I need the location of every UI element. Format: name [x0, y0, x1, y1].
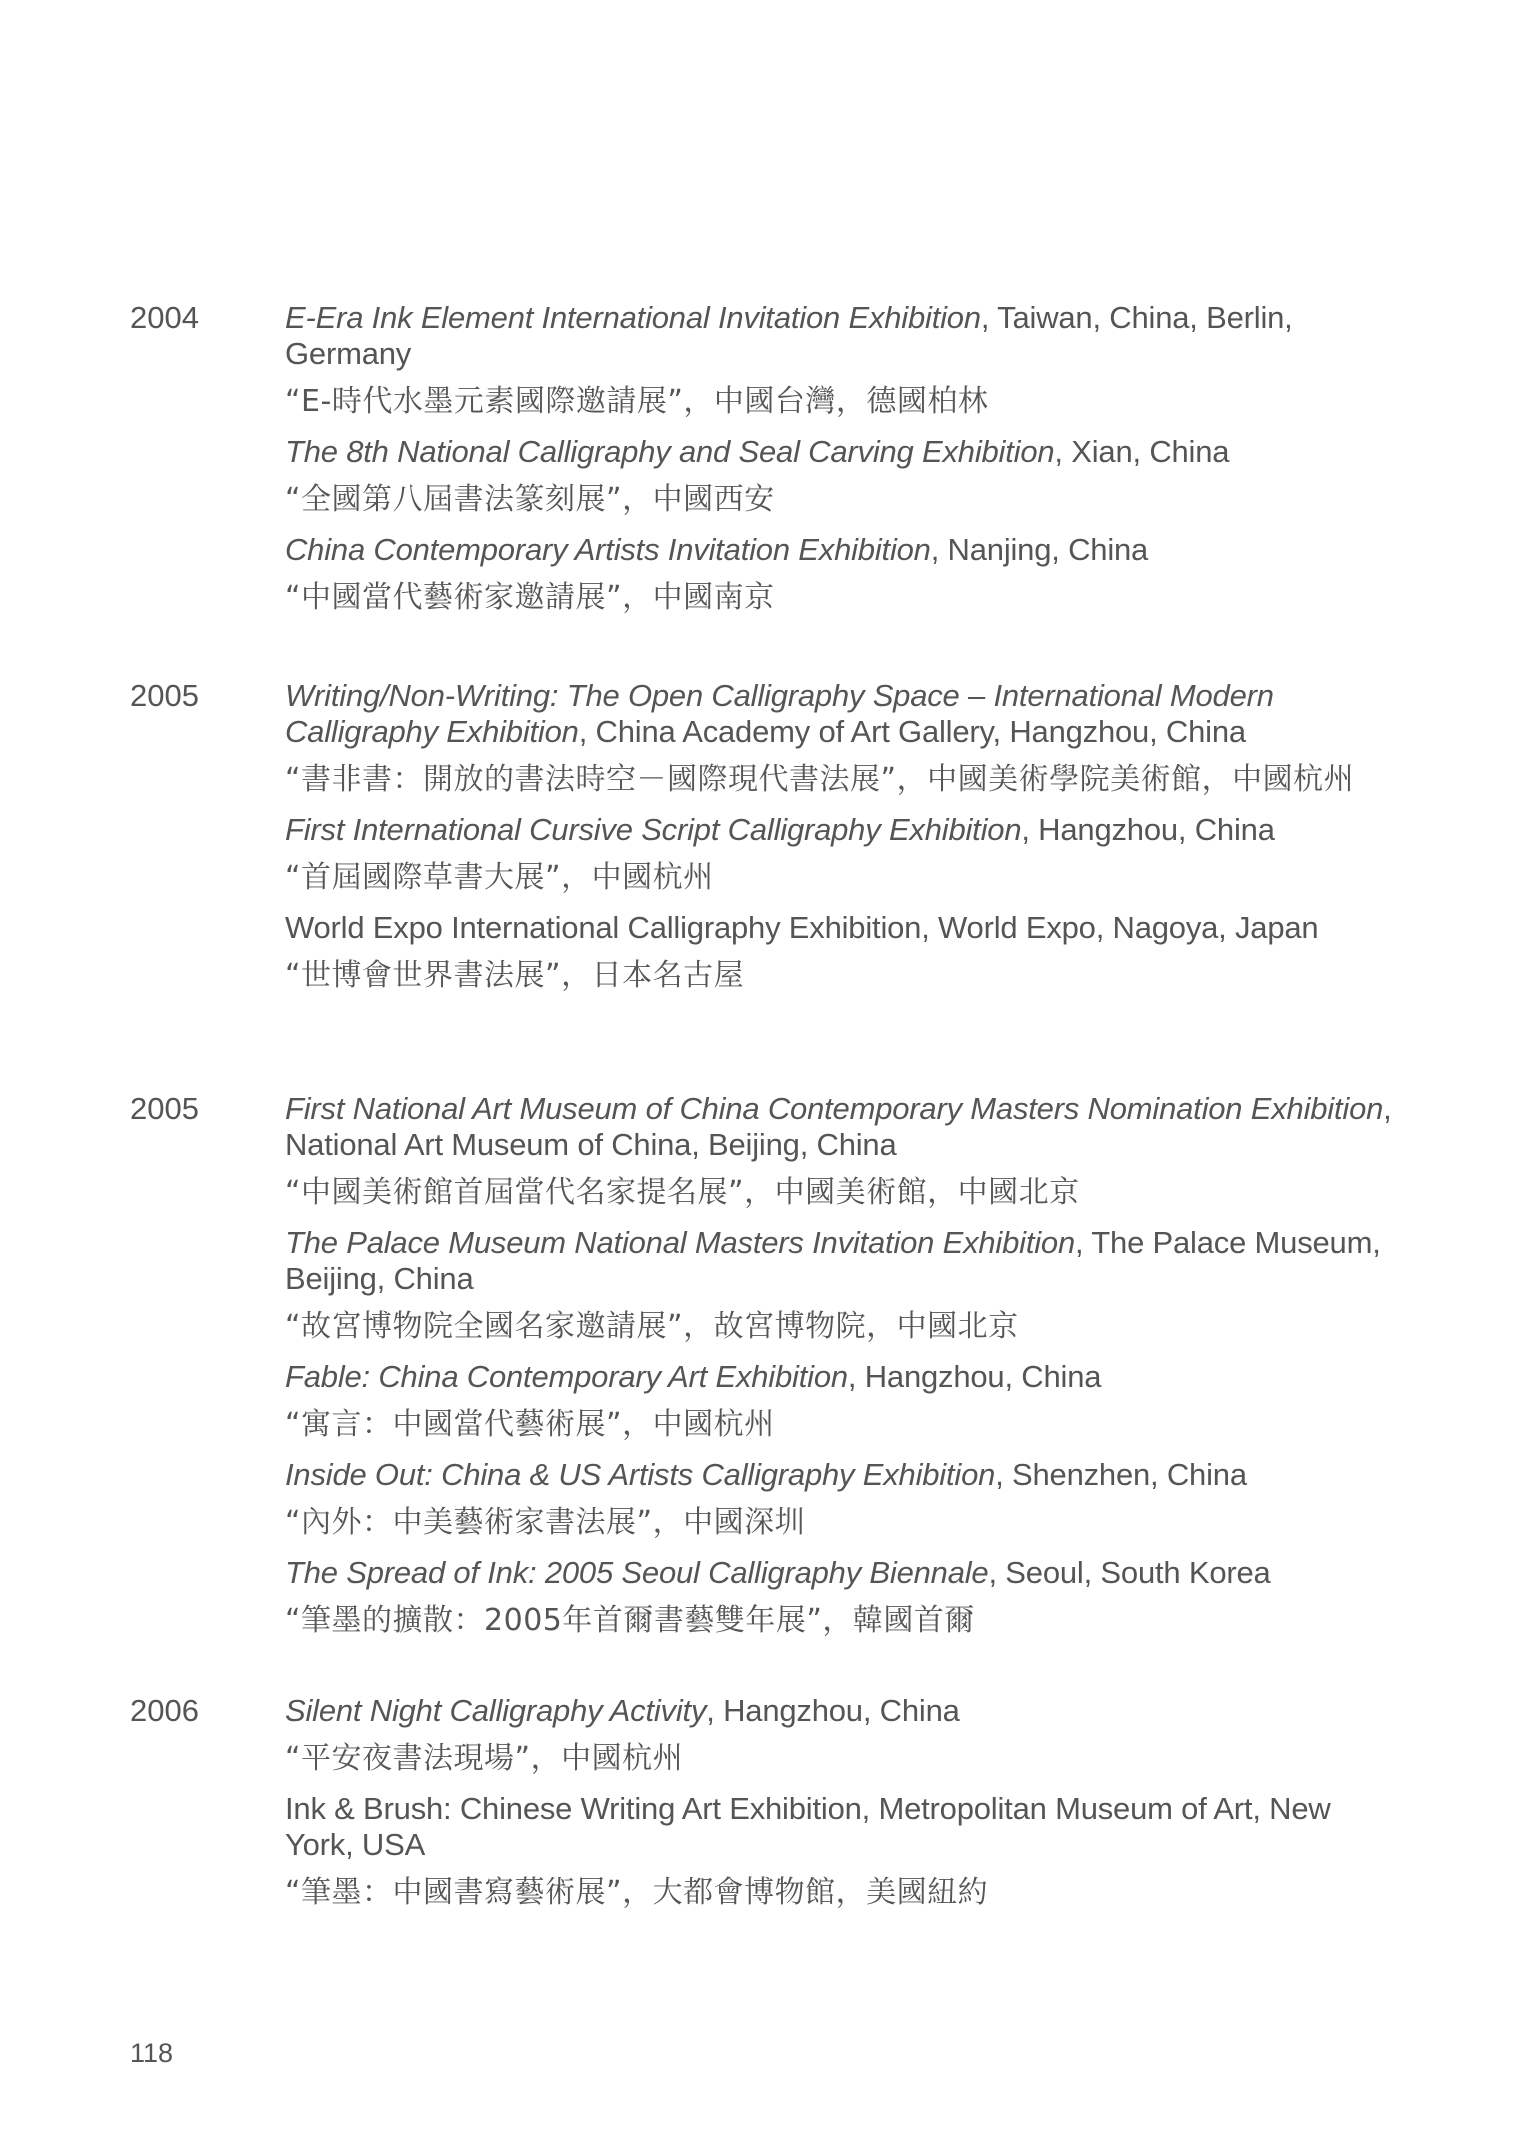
exhibition-entry: [285, 812, 1395, 848]
exhibition-venue: , Seoul, South Korea: [988, 1555, 1271, 1590]
exhibition-venue: , Taiwan, China, Berlin, Germany: [285, 300, 1293, 371]
exhibition-chinese: “筆墨的擴散：2005年首爾書藝雙年展”，韓國首爾: [285, 1603, 975, 1638]
exhibition-venue: World Expo International Calligraphy Exhibition, World Expo, Nagoya, Japan: [285, 910, 1319, 945]
exhibition-list: [285, 300, 1395, 630]
exhibition-entry: [285, 678, 1395, 750]
exhibition-chinese: “書非書：開放的書法時空－國際現代書法展”，中國美術學院美術館，中國杭州: [285, 762, 1355, 797]
exhibition-entry: [285, 1457, 1395, 1493]
exhibition-venue: , Hangzhou, China: [1021, 812, 1275, 847]
exhibition-chinese: “E-時代水墨元素國際邀請展”，中國台灣，德國柏林: [285, 384, 989, 419]
exhibition-entry: [285, 532, 1395, 568]
year-label: 2004: [130, 300, 199, 335]
exhibition-venue: , National Art Museum of China, Beijing, China: [285, 1091, 1392, 1162]
exhibition-title: First National Art Museum of China Contemporary Masters Nomination Exhibition: [285, 1091, 1384, 1126]
exhibition-venue: , The Palace Museum, Beijing, China: [285, 1225, 1381, 1296]
exhibition-entry: [285, 1225, 1395, 1297]
exhibition-entry: [285, 910, 1395, 946]
exhibition-venue: Ink & Brush: Chinese Writing Art Exhibition, Metropolitan Museum of Art, New York, USA: [285, 1791, 1331, 1862]
exhibition-entry: [285, 1091, 1395, 1163]
exhibition-list: [285, 1091, 1395, 1653]
exhibition-chinese: “中國當代藝術家邀請展”，中國南京: [285, 580, 775, 615]
exhibition-title: Fable: China Contemporary Art Exhibition: [285, 1359, 848, 1394]
page-number: 118: [130, 2038, 174, 2068]
exhibition-chinese: “寓言：中國當代藝術展”，中國杭州: [285, 1407, 775, 1442]
exhibition-venue: , Xian, China: [1054, 434, 1230, 469]
exhibition-venue: , China Academy of Art Gallery, Hangzhou, China: [578, 714, 1246, 749]
exhibition-chinese: “全國第八屆書法篆刻展”，中國西安: [285, 482, 775, 517]
exhibition-title: The Palace Museum National Masters Invitation Exhibition: [285, 1225, 1076, 1260]
exhibition-chinese: “世博會世界書法展”，日本名古屋: [285, 958, 745, 993]
exhibition-entry: [285, 1693, 1395, 1729]
exhibition-title: The 8th National Calligraphy and Seal Carving Exhibition: [285, 434, 1055, 469]
exhibition-list: [285, 678, 1395, 1008]
exhibition-title: Writing/Non-Writing: The Open Calligraphy Space – International Modern Calligraphy Exhibition: [285, 678, 1274, 749]
exhibition-venue: , Hangzhou, China: [847, 1359, 1102, 1394]
exhibition-title: The Spread of Ink: 2005 Seoul Calligraphy Biennale: [285, 1555, 989, 1590]
exhibition-chinese: “首屆國際草書大展”，中國杭州: [285, 860, 714, 895]
exhibition-chinese: “故宮博物院全國名家邀請展”，故宮博物院，中國北京: [285, 1309, 1019, 1344]
year-label: 2005: [130, 678, 199, 713]
exhibition-venue: , Hangzhou, China: [706, 1693, 960, 1728]
exhibition-chinese: “筆墨：中國書寫藝術展”，大都會博物館，美國紐約: [285, 1875, 989, 1910]
exhibition-title: Silent Night Calligraphy Activity: [285, 1693, 707, 1728]
exhibition-chinese: “中國美術館首屆當代名家提名展”，中國美術館，中國北京: [285, 1175, 1080, 1210]
exhibition-chinese: “平安夜書法現場”，中國杭州: [285, 1741, 684, 1776]
exhibition-venue: , Shenzhen, China: [995, 1457, 1247, 1492]
exhibition-chinese: “內外：中美藝術家書法展”，中國深圳: [285, 1505, 806, 1540]
exhibition-title: Inside Out: China & US Artists Calligraphy Exhibition: [285, 1457, 996, 1492]
exhibition-venue: , Nanjing, China: [930, 532, 1149, 567]
exhibition-entry: [285, 434, 1395, 470]
year-label: 2006: [130, 1693, 199, 1728]
exhibition-entry: [285, 1791, 1395, 1863]
exhibition-entry: [285, 1555, 1395, 1591]
exhibition-title: China Contemporary Artists Invitation Exhibition: [285, 532, 931, 567]
exhibition-entry: [285, 1359, 1395, 1395]
exhibition-entry: [285, 300, 1395, 372]
year-label: 2005: [130, 1091, 199, 1126]
exhibition-title: First International Cursive Script Calligraphy Exhibition: [285, 812, 1022, 847]
exhibition-title: E-Era Ink Element International Invitation Exhibition: [285, 300, 981, 335]
exhibition-list: [285, 1693, 1395, 1925]
